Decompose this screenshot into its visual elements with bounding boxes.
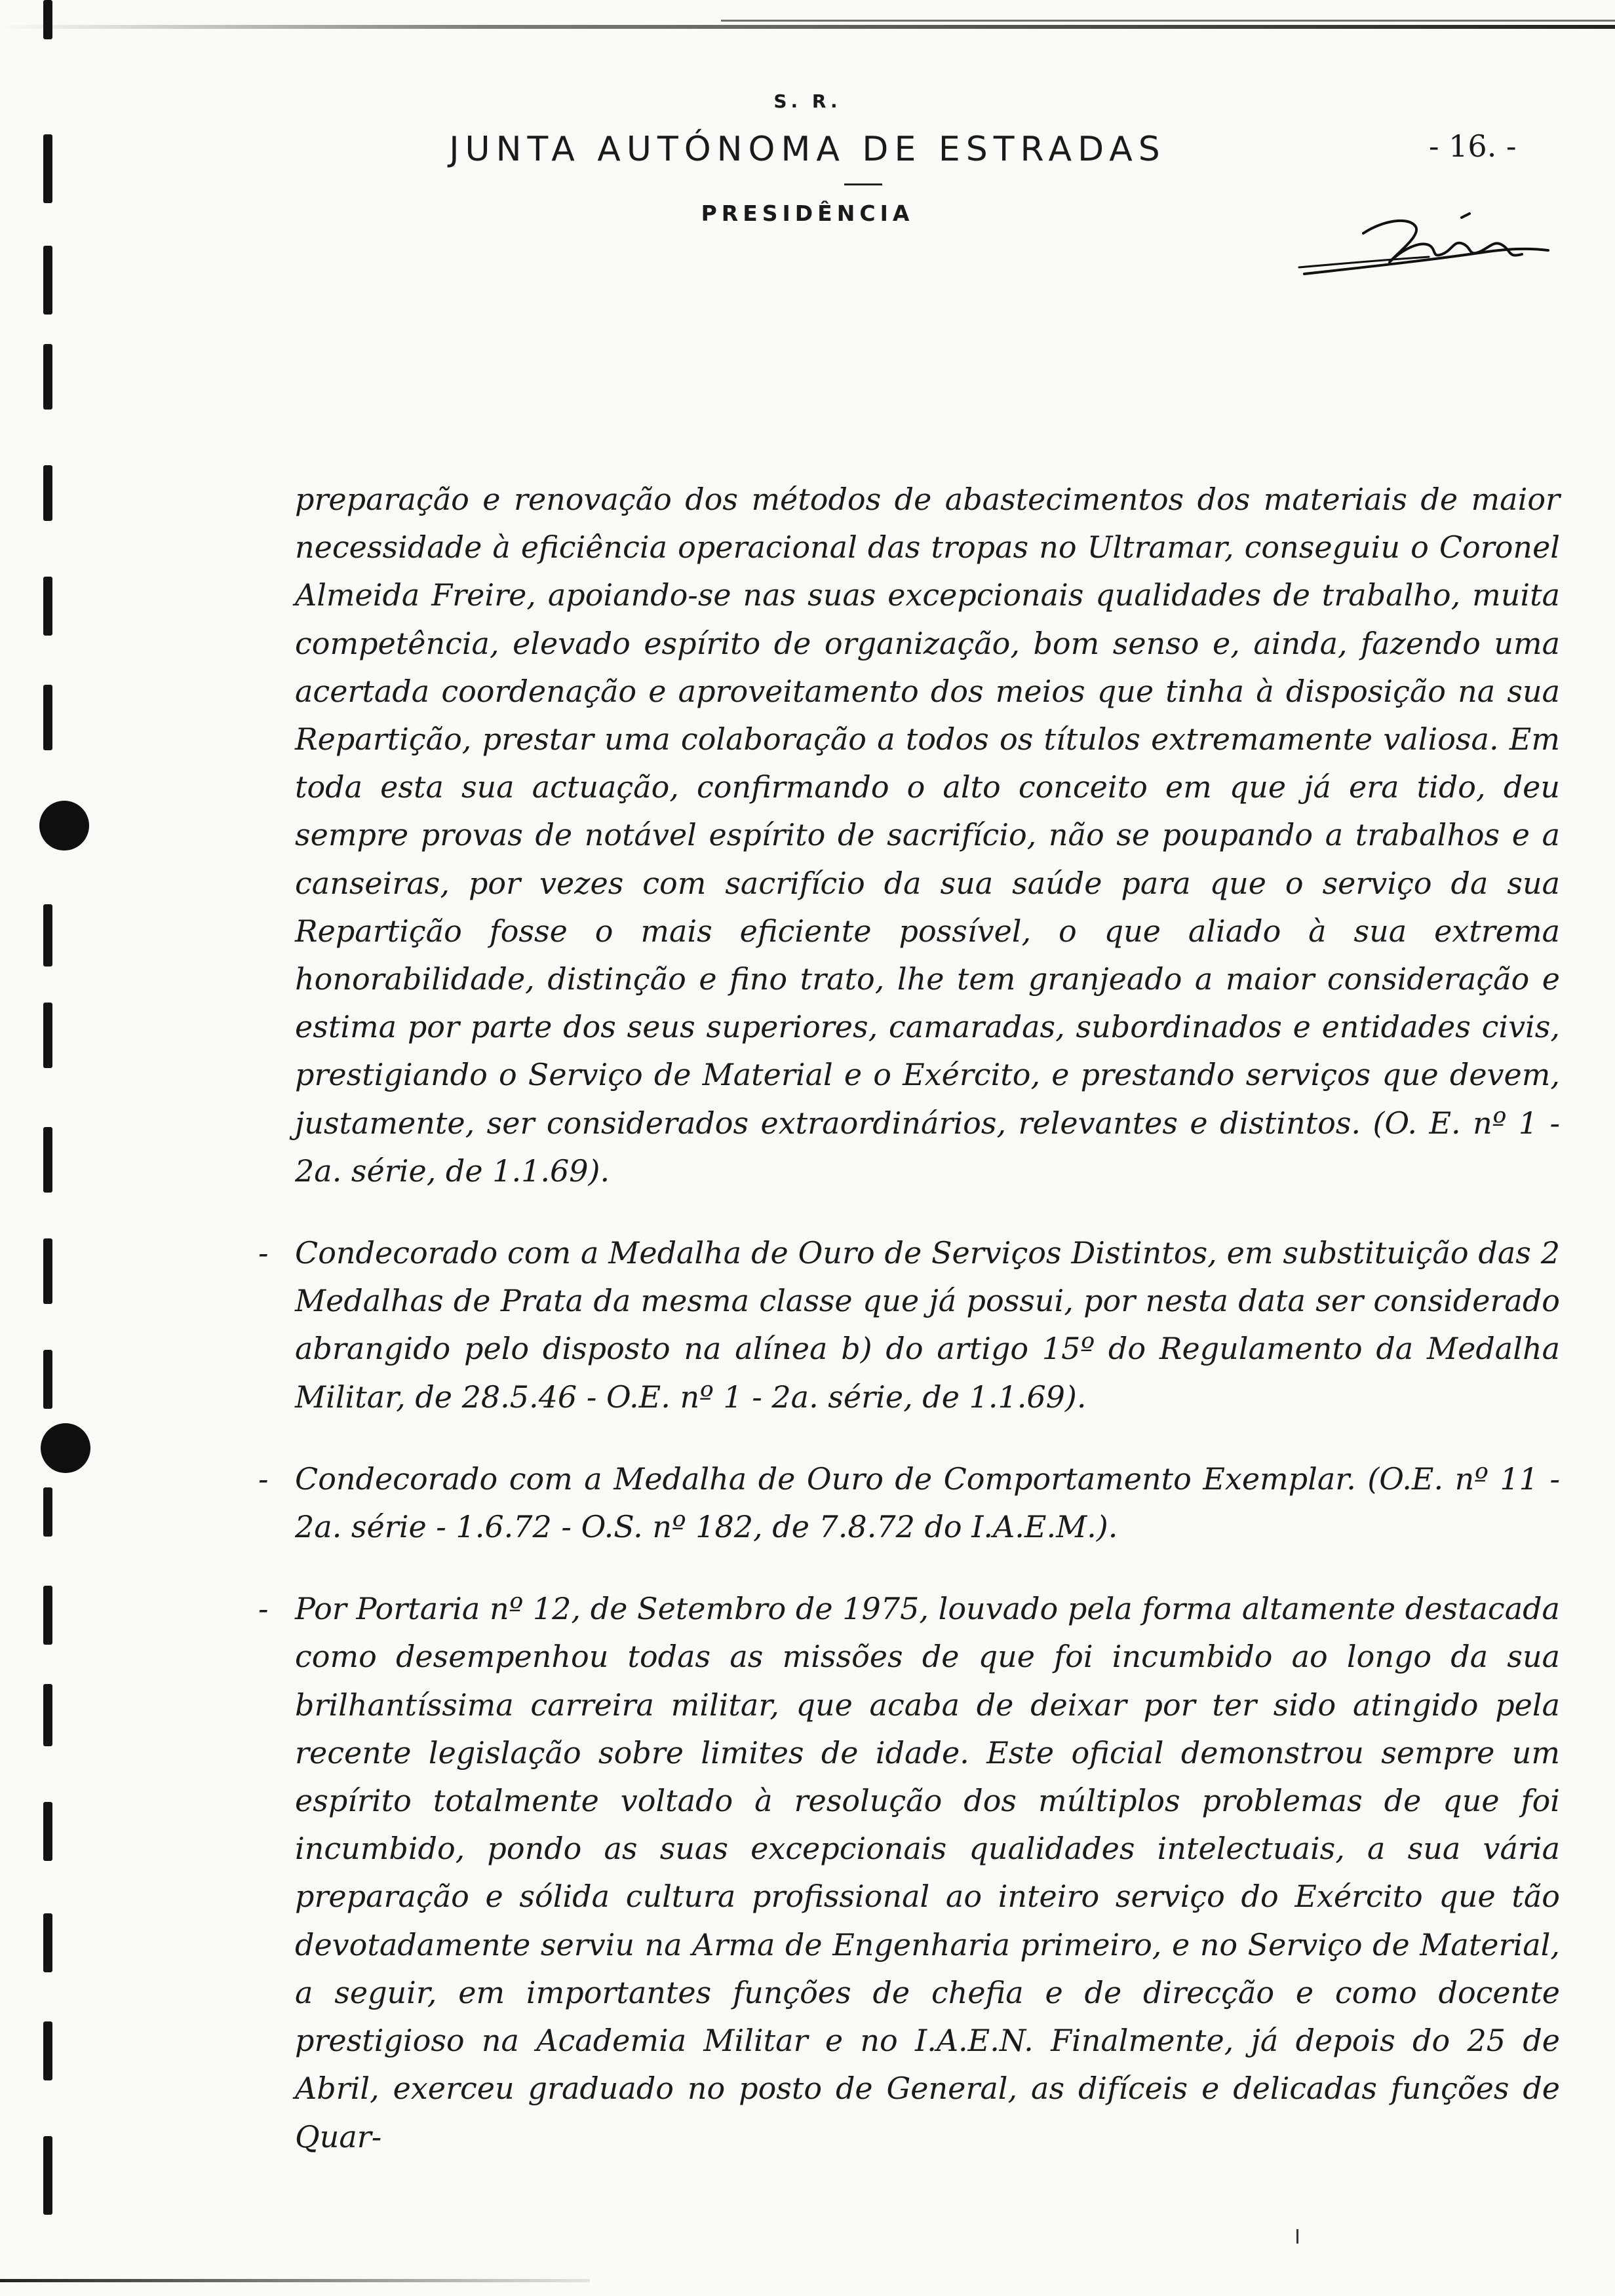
list-item bbox=[258, 1455, 1560, 1551]
letterhead-title: JUNTA AUTÓNOMA DE ESTRADAS bbox=[449, 130, 1166, 169]
binding-mark bbox=[43, 1913, 52, 1972]
page-number: - 16. - bbox=[1429, 128, 1517, 164]
list-item-text: Condecorado com a Medalha de Ouro de Serviços Distintos, em substituição das 2 Medalhas de Prata da mesma classe que já possui, por nesta data ser considerado abrangido pelo disposto na alínea b) do artigo 15º do Regulamento da Medalha Militar, de 28.5.46 - O.E. nº 1 - 2a. série, de 1.1.69). bbox=[295, 1235, 1560, 1415]
binding-mark bbox=[43, 465, 52, 521]
signature-icon bbox=[1291, 194, 1566, 292]
binding-mark bbox=[43, 1684, 52, 1746]
intro-paragraph: preparação e renovação dos métodos de abastecimentos dos materiais de maior necessidade à eficiência operacional das tropas no Ultramar, conseguiu o Coronel Almeida Freire, apoiando-se nas suas excepcionais qualidades de trabalho, muita competência, elevado espírito de organização, bom senso e, ainda, fazendo uma acertada coordenação e aproveitamento dos meios que tinha à disposição na sua Repartição, prestar uma colaboração a todos os títulos extremamente valiosa. Em toda esta sua actuação, confirmando o alto conceito em que já era tido, deu sempre provas de notável espírito de sacrifício, não se poupando a trabalhos e a canseiras, por vezes com sacrifício da sua saúde para que o serviço da sua Repartição fosse o mais eficiente possível, o que aliado à sua extrema honorabilidade, distinção e fino trato, lhe tem granjeado a maior consideração e estima por parte dos seus superiores, camaradas, subordinados e entidades civis, prestigiando o Serviço de Material e o Exército, e prestando serviços que devem, justamente, ser considerados extraordinários, relevantes e distintos. (O. E. nº 1 - 2a. série, de 1.1.69). bbox=[295, 482, 1560, 1189]
header-divider bbox=[844, 183, 882, 185]
list-item-text: Por Portaria nº 12, de Setembro de 1975, louvado pela forma altamente destacada como desempenhou todas as missões de que foi incumbido ao longo da sua brilhantíssima carreira militar, que acaba de deixar por ter sido atingido pela recente legislação sobre limites de idade. Este oficial demonstrou sempre um espírito totalmente voltado à resolução dos múltiplos problemas de que foi incumbido, pondo as suas excepcionais qualidades intelectuais, a sua vária preparação e sólida cultura profissional ao inteiro serviço do Exército que tão devotadamente serviu na Arma de Engenharia primeiro, e no Serviço de Material, a seguir, em importantes funções de chefia e de direcção e como docente prestigioso na Academia Militar e no I.A.E.N. Finalmente, já depois do 25 de Abril, exerceu graduado no posto de General, as difíceis e delicadas funções de Quar- bbox=[295, 1591, 1560, 2154]
binding-mark bbox=[43, 0, 52, 39]
list-dash: - bbox=[258, 1235, 269, 1271]
binding-mark bbox=[43, 1350, 52, 1409]
list-dash: - bbox=[258, 1591, 269, 1627]
binding-mark bbox=[43, 344, 52, 410]
header-sr: S. R. bbox=[773, 90, 842, 112]
binding-mark bbox=[43, 1127, 52, 1193]
letterhead-subtitle: PRESIDÊNCIA bbox=[701, 201, 914, 226]
list-item-text: Condecorado com a Medalha de Ouro de Comportamento Exemplar. (O.E. nº 11 - 2a. série - 1.6.72 - O.S. nº 182, de 7.8.72 do I.A.E.M.). bbox=[295, 1461, 1560, 1545]
binding-mark bbox=[43, 685, 52, 750]
list-dash: - bbox=[258, 1461, 269, 1497]
scan-edge-line-top bbox=[0, 25, 1615, 29]
binding-mark bbox=[43, 246, 52, 315]
binding-mark bbox=[43, 1802, 52, 1861]
binding-mark bbox=[43, 1003, 52, 1068]
scan-edge-line-top-secondary bbox=[721, 20, 1615, 22]
punch-hole bbox=[41, 1423, 90, 1473]
binding-mark bbox=[43, 904, 52, 966]
punch-hole bbox=[39, 801, 89, 851]
binding-mark bbox=[43, 2136, 52, 2215]
list-item bbox=[258, 1229, 1560, 1421]
list-item bbox=[258, 1585, 1560, 2160]
binding-mark bbox=[43, 1238, 52, 1304]
scan-speck bbox=[1296, 2229, 1298, 2244]
binding-mark bbox=[43, 1586, 52, 1645]
document-body bbox=[258, 476, 1560, 2161]
binding-mark bbox=[43, 1487, 52, 1537]
binding-mark bbox=[43, 577, 52, 636]
scan-edge-line-bottom bbox=[0, 2279, 590, 2282]
binding-mark bbox=[43, 2021, 52, 2080]
